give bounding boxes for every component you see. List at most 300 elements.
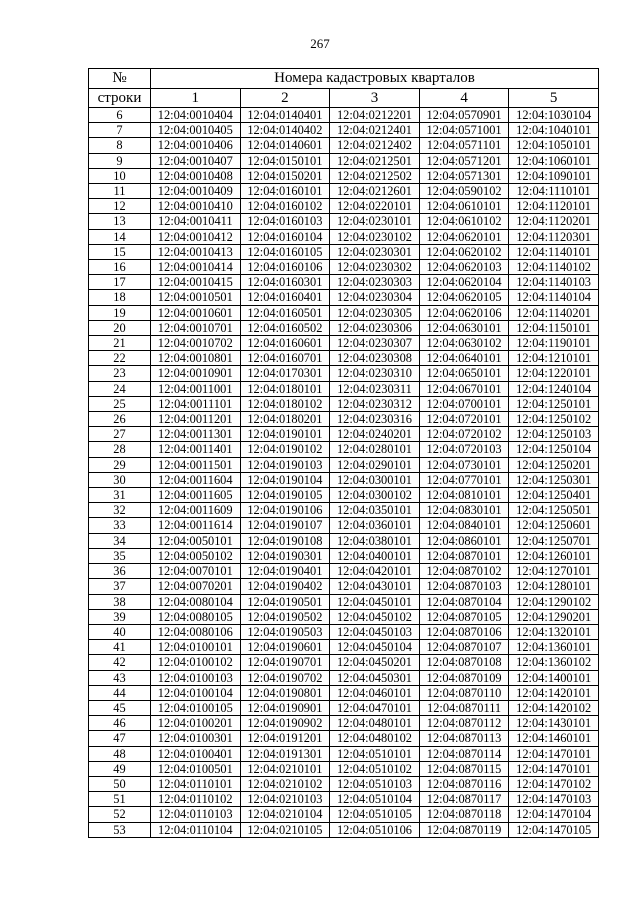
cadastral-number-cell: 12:04:0230310 (330, 366, 420, 381)
cadastral-number-cell: 12:04:0191201 (240, 731, 330, 746)
table-row (89, 123, 599, 138)
cadastral-number-cell: 12:04:0480102 (330, 731, 420, 746)
cadastral-number-cell: 12:04:0870103 (419, 579, 509, 594)
row-number-cell: 12 (89, 199, 151, 214)
row-number-cell: 44 (89, 685, 151, 700)
cadastral-number-cell: 12:04:0700101 (419, 396, 509, 411)
cadastral-number-cell: 12:04:0730101 (419, 457, 509, 472)
row-number-cell: 26 (89, 412, 151, 427)
row-number-cell: 6 (89, 108, 151, 123)
cadastral-number-cell: 12:04:0010701 (151, 320, 241, 335)
row-number-cell: 38 (89, 594, 151, 609)
cadastral-number-cell: 12:04:0110103 (151, 807, 241, 822)
cadastral-number-cell: 12:04:0210104 (240, 807, 330, 822)
cadastral-number-cell: 12:04:0180201 (240, 412, 330, 427)
cadastral-number-cell: 12:04:0350101 (330, 503, 420, 518)
cadastral-number-cell: 12:04:0011614 (151, 518, 241, 533)
cadastral-number-cell: 12:04:0010414 (151, 260, 241, 275)
cadastral-number-cell: 12:04:0640101 (419, 351, 509, 366)
cadastral-number-cell: 12:04:0212601 (330, 184, 420, 199)
cadastral-number-cell: 12:04:0140402 (240, 123, 330, 138)
cadastral-number-cell: 12:04:0470101 (330, 700, 420, 715)
cadastral-number-cell: 12:04:0010415 (151, 275, 241, 290)
cadastral-number-cell: 12:04:0190502 (240, 609, 330, 624)
row-number-cell: 30 (89, 472, 151, 487)
cadastral-number-cell: 12:04:0140401 (240, 108, 330, 123)
cadastral-number-cell: 12:04:0720103 (419, 442, 509, 457)
table-row (89, 624, 599, 639)
row-number-cell: 37 (89, 579, 151, 594)
cadastral-number-cell: 12:04:0420101 (330, 564, 420, 579)
table-row (89, 594, 599, 609)
cadastral-number-cell: 12:04:0190107 (240, 518, 330, 533)
cadastral-number-cell: 12:04:0510101 (330, 746, 420, 761)
cadastral-number-cell: 12:04:0160103 (240, 214, 330, 229)
cadastral-number-cell: 12:04:0770101 (419, 472, 509, 487)
row-number-cell: 52 (89, 807, 151, 822)
cadastral-number-cell: 12:04:1460101 (509, 731, 599, 746)
cadastral-number-cell: 12:04:1420101 (509, 685, 599, 700)
row-number-cell: 48 (89, 746, 151, 761)
cadastral-number-cell: 12:04:0210105 (240, 822, 330, 837)
cadastral-number-cell: 12:04:0870113 (419, 731, 509, 746)
row-number-cell: 33 (89, 518, 151, 533)
cadastral-number-cell: 12:04:1320101 (509, 624, 599, 639)
cadastral-number-cell: 12:04:0870106 (419, 624, 509, 639)
cadastral-number-cell: 12:04:0190102 (240, 442, 330, 457)
cadastral-number-cell: 12:04:1360102 (509, 655, 599, 670)
cadastral-number-cell: 12:04:0590102 (419, 184, 509, 199)
row-number-cell: 53 (89, 822, 151, 837)
row-number-cell: 39 (89, 609, 151, 624)
cadastral-number-cell: 12:04:0212201 (330, 108, 420, 123)
row-number-cell: 9 (89, 153, 151, 168)
cadastral-number-cell: 12:04:0870108 (419, 655, 509, 670)
cadastral-number-cell: 12:04:0571001 (419, 123, 509, 138)
cadastral-number-cell: 12:04:0510103 (330, 776, 420, 791)
cadastral-number-cell: 12:04:0450104 (330, 640, 420, 655)
cadastral-number-cell: 12:04:1250201 (509, 457, 599, 472)
row-number-cell: 51 (89, 792, 151, 807)
cadastral-number-cell: 12:04:0080104 (151, 594, 241, 609)
cadastral-number-cell: 12:04:1470103 (509, 792, 599, 807)
cadastral-number-cell: 12:04:0190501 (240, 594, 330, 609)
cadastral-number-cell: 12:04:0010407 (151, 153, 241, 168)
cadastral-number-cell: 12:04:0160401 (240, 290, 330, 305)
cadastral-number-cell: 12:04:0510102 (330, 761, 420, 776)
cadastral-number-cell: 12:04:0011201 (151, 412, 241, 427)
table-row (89, 548, 599, 563)
cadastral-number-cell: 12:04:0160104 (240, 229, 330, 244)
row-number-cell: 27 (89, 427, 151, 442)
cadastral-number-cell: 12:04:0180101 (240, 381, 330, 396)
row-number-cell: 25 (89, 396, 151, 411)
table-row (89, 533, 599, 548)
table-row (89, 807, 599, 822)
row-number-cell: 11 (89, 184, 151, 199)
cadastral-number-cell: 12:04:0011001 (151, 381, 241, 396)
cadastral-number-cell: 12:04:0620106 (419, 305, 509, 320)
cadastral-number-cell: 12:04:1240104 (509, 381, 599, 396)
cadastral-number-cell: 12:04:1250501 (509, 503, 599, 518)
cadastral-number-cell: 12:04:0300102 (330, 488, 420, 503)
cadastral-number-cell: 12:04:0230306 (330, 320, 420, 335)
cadastral-number-cell: 12:04:0620101 (419, 229, 509, 244)
cadastral-number-cell: 12:04:1210101 (509, 351, 599, 366)
table-row (89, 640, 599, 655)
cadastral-number-cell: 12:04:1250701 (509, 533, 599, 548)
cadastral-number-cell: 12:04:0190402 (240, 579, 330, 594)
cadastral-number-cell: 12:04:0010702 (151, 336, 241, 351)
cadastral-number-cell: 12:04:0230304 (330, 290, 420, 305)
row-number-cell: 28 (89, 442, 151, 457)
row-number-cell: 45 (89, 700, 151, 715)
cadastral-number-cell: 12:04:0190801 (240, 685, 330, 700)
cadastral-number-cell: 12:04:0150201 (240, 168, 330, 183)
table-row (89, 731, 599, 746)
cadastral-number-cell: 12:04:1150101 (509, 320, 599, 335)
cadastral-number-cell: 12:04:0100102 (151, 655, 241, 670)
row-number-cell: 22 (89, 351, 151, 366)
cadastral-number-cell: 12:04:0210101 (240, 761, 330, 776)
row-number-cell: 13 (89, 214, 151, 229)
row-number-cell: 46 (89, 716, 151, 731)
table-row (89, 518, 599, 533)
cadastral-number-cell: 12:04:0870117 (419, 792, 509, 807)
cadastral-number-cell: 12:04:1140103 (509, 275, 599, 290)
table-row (89, 366, 599, 381)
cadastral-number-cell: 12:04:0160501 (240, 305, 330, 320)
cadastral-number-cell: 12:04:0870109 (419, 670, 509, 685)
cadastral-number-cell: 12:04:0011101 (151, 396, 241, 411)
cadastral-number-cell: 12:04:0010408 (151, 168, 241, 183)
table-row (89, 503, 599, 518)
cadastral-number-cell: 12:04:0050102 (151, 548, 241, 563)
cadastral-number-cell: 12:04:0870115 (419, 761, 509, 776)
table-body (89, 108, 599, 838)
cadastral-number-cell: 12:04:0100401 (151, 746, 241, 761)
cadastral-number-cell: 12:04:0212502 (330, 168, 420, 183)
cadastral-number-cell: 12:04:0010411 (151, 214, 241, 229)
cadastral-number-cell: 12:04:0230102 (330, 229, 420, 244)
cadastral-number-cell: 12:04:0190104 (240, 472, 330, 487)
table-row (89, 153, 599, 168)
cadastral-number-cell: 12:04:1140201 (509, 305, 599, 320)
row-number-cell: 43 (89, 670, 151, 685)
cadastral-number-cell: 12:04:1250601 (509, 518, 599, 533)
row-number-cell: 32 (89, 503, 151, 518)
cadastral-number-cell: 12:04:1280101 (509, 579, 599, 594)
row-number-cell: 23 (89, 366, 151, 381)
cadastral-number-cell: 12:04:0110101 (151, 776, 241, 791)
cadastral-number-cell: 12:04:0212402 (330, 138, 420, 153)
cadastral-number-cell: 12:04:0010413 (151, 244, 241, 259)
cadastral-number-cell: 12:04:0650101 (419, 366, 509, 381)
cadastral-number-cell: 12:04:0010406 (151, 138, 241, 153)
cadastral-number-cell: 12:04:0070101 (151, 564, 241, 579)
cadastral-number-cell: 12:04:0840101 (419, 518, 509, 533)
cadastral-number-cell: 12:04:0010601 (151, 305, 241, 320)
table-row (89, 305, 599, 320)
table-row (89, 609, 599, 624)
cadastral-number-cell: 12:04:0290101 (330, 457, 420, 472)
cadastral-number-cell: 12:04:0011605 (151, 488, 241, 503)
table-row (89, 792, 599, 807)
cadastral-number-cell: 12:04:0870119 (419, 822, 509, 837)
cadastral-number-cell: 12:04:0460101 (330, 685, 420, 700)
row-number-cell: 14 (89, 229, 151, 244)
cadastral-number-cell: 12:04:0510104 (330, 792, 420, 807)
cadastral-number-cell: 12:04:0570901 (419, 108, 509, 123)
cadastral-number-cell: 12:04:0190108 (240, 533, 330, 548)
cadastral-number-cell: 12:04:0212401 (330, 123, 420, 138)
table-row (89, 199, 599, 214)
cadastral-number-cell: 12:04:0190101 (240, 427, 330, 442)
cadastral-number-cell: 12:04:0190105 (240, 488, 330, 503)
cadastral-number-cell: 12:04:0620105 (419, 290, 509, 305)
cadastral-number-cell: 12:04:0160301 (240, 275, 330, 290)
cadastral-number-cell: 12:04:0510106 (330, 822, 420, 837)
cadastral-number-cell: 12:04:0870101 (419, 548, 509, 563)
cadastral-number-cell: 12:04:0870110 (419, 685, 509, 700)
cadastral-number-cell: 12:04:1470104 (509, 807, 599, 822)
cadastral-number-cell: 12:04:0010409 (151, 184, 241, 199)
cadastral-number-cell: 12:04:0230302 (330, 260, 420, 275)
table-row (89, 138, 599, 153)
table-row (89, 776, 599, 791)
column-header: 1 (151, 89, 241, 108)
cadastral-number-cell: 12:04:1270101 (509, 564, 599, 579)
cadastral-number-cell: 12:04:0450102 (330, 609, 420, 624)
cadastral-number-cell: 12:04:0190106 (240, 503, 330, 518)
table-row (89, 472, 599, 487)
table-row (89, 184, 599, 199)
cadastral-number-cell: 12:04:0190503 (240, 624, 330, 639)
cadastral-number-cell: 12:04:0870107 (419, 640, 509, 655)
cadastral-number-cell: 12:04:0070201 (151, 579, 241, 594)
cadastral-number-cell: 12:04:0110102 (151, 792, 241, 807)
cadastral-number-cell: 12:04:1290102 (509, 594, 599, 609)
cadastral-number-cell: 12:04:0191301 (240, 746, 330, 761)
cadastral-number-cell: 12:04:0230307 (330, 336, 420, 351)
cadastral-number-cell: 12:04:0450301 (330, 670, 420, 685)
cadastral-number-cell: 12:04:0720102 (419, 427, 509, 442)
table-row (89, 351, 599, 366)
row-number-header-bottom: строки (89, 89, 151, 108)
cadastral-number-cell: 12:04:1120301 (509, 229, 599, 244)
table-row (89, 244, 599, 259)
cadastral-number-cell: 12:04:1470102 (509, 776, 599, 791)
table-row (89, 168, 599, 183)
row-number-cell: 16 (89, 260, 151, 275)
cadastral-number-cell: 12:04:0230101 (330, 214, 420, 229)
cadastral-number-cell: 12:04:0010801 (151, 351, 241, 366)
cadastral-number-cell: 12:04:0190901 (240, 700, 330, 715)
row-number-header-top: № (89, 69, 151, 89)
cadastral-number-cell: 12:04:0280101 (330, 442, 420, 457)
row-number-cell: 8 (89, 138, 151, 153)
cadastral-number-cell: 12:04:0010501 (151, 290, 241, 305)
cadastral-number-cell: 12:04:0870111 (419, 700, 509, 715)
cadastral-number-cell: 12:04:0190103 (240, 457, 330, 472)
cadastral-number-cell: 12:04:1050101 (509, 138, 599, 153)
table-row (89, 275, 599, 290)
row-number-cell: 50 (89, 776, 151, 791)
cadastral-number-cell: 12:04:0011501 (151, 457, 241, 472)
cadastral-number-cell: 12:04:0080106 (151, 624, 241, 639)
cadastral-number-cell: 12:04:1090101 (509, 168, 599, 183)
column-header: 5 (509, 89, 599, 108)
row-number-cell: 29 (89, 457, 151, 472)
cadastral-number-cell: 12:04:0190301 (240, 548, 330, 563)
cadastral-number-cell: 12:04:0220101 (330, 199, 420, 214)
cadastral-number-cell: 12:04:1360101 (509, 640, 599, 655)
cadastral-number-cell: 12:04:0230316 (330, 412, 420, 427)
cadastral-number-cell: 12:04:0870116 (419, 776, 509, 791)
cadastral-number-cell: 12:04:0210103 (240, 792, 330, 807)
cadastral-number-cell: 12:04:0160502 (240, 320, 330, 335)
cadastral-number-cell: 12:04:0870105 (419, 609, 509, 624)
row-number-cell: 7 (89, 123, 151, 138)
cadastral-number-cell: 12:04:0010412 (151, 229, 241, 244)
table-row (89, 396, 599, 411)
table-row (89, 685, 599, 700)
table-row (89, 746, 599, 761)
cadastral-number-cell: 12:04:0870102 (419, 564, 509, 579)
cadastral-number-cell: 12:04:1420102 (509, 700, 599, 715)
table-row (89, 488, 599, 503)
cadastral-number-cell: 12:04:1290201 (509, 609, 599, 624)
cadastral-number-cell: 12:04:0230308 (330, 351, 420, 366)
cadastral-number-cell: 12:04:0571301 (419, 168, 509, 183)
cadastral-number-cell: 12:04:0100104 (151, 685, 241, 700)
cadastral-number-cell: 12:04:0360101 (330, 518, 420, 533)
cadastral-number-cell: 12:04:1030104 (509, 108, 599, 123)
cadastral-number-cell: 12:04:0011609 (151, 503, 241, 518)
table-row (89, 442, 599, 457)
cadastral-number-cell: 12:04:0630101 (419, 320, 509, 335)
row-number-cell: 41 (89, 640, 151, 655)
cadastral-number-cell: 12:04:1250401 (509, 488, 599, 503)
row-number-cell: 40 (89, 624, 151, 639)
row-number-cell: 17 (89, 275, 151, 290)
cadastral-number-cell: 12:04:0300101 (330, 472, 420, 487)
cadastral-number-cell: 12:04:1260101 (509, 548, 599, 563)
cadastral-number-cell: 12:04:0450103 (330, 624, 420, 639)
cadastral-number-cell: 12:04:0010901 (151, 366, 241, 381)
cadastral-number-cell: 12:04:0100103 (151, 670, 241, 685)
table-row (89, 716, 599, 731)
cadastral-number-cell: 12:04:0870114 (419, 746, 509, 761)
cadastral-number-cell: 12:04:0160106 (240, 260, 330, 275)
cadastral-number-cell: 12:04:0480101 (330, 716, 420, 731)
cadastral-number-cell: 12:04:0170301 (240, 366, 330, 381)
cadastral-number-cell: 12:04:1140102 (509, 260, 599, 275)
cadastral-number-cell: 12:04:0160701 (240, 351, 330, 366)
column-header: 3 (330, 89, 420, 108)
cadastral-number-cell: 12:04:0110104 (151, 822, 241, 837)
cadastral-number-cell: 12:04:0190702 (240, 670, 330, 685)
cadastral-number-cell: 12:04:1110101 (509, 184, 599, 199)
table-row (89, 336, 599, 351)
cadastral-number-cell: 12:04:1120201 (509, 214, 599, 229)
cadastral-number-cell: 12:04:0190701 (240, 655, 330, 670)
cadastral-number-cell: 12:04:0571101 (419, 138, 509, 153)
cadastral-number-cell: 12:04:0160105 (240, 244, 330, 259)
cadastral-number-cell: 12:04:0620102 (419, 244, 509, 259)
table-row (89, 822, 599, 837)
table-row (89, 670, 599, 685)
cadastral-number-cell: 12:04:1250301 (509, 472, 599, 487)
table-row (89, 457, 599, 472)
cadastral-number-cell: 12:04:0620104 (419, 275, 509, 290)
table-row (89, 761, 599, 776)
cadastral-number-cell: 12:04:0080105 (151, 609, 241, 624)
cadastral-number-cell: 12:04:0212501 (330, 153, 420, 168)
cadastral-number-cell: 12:04:0140601 (240, 138, 330, 153)
cadastral-number-cell: 12:04:0210102 (240, 776, 330, 791)
cadastral-number-cell: 12:04:1400101 (509, 670, 599, 685)
table-row (89, 108, 599, 123)
cadastral-number-cell: 12:04:0380101 (330, 533, 420, 548)
table-row (89, 579, 599, 594)
row-number-cell: 10 (89, 168, 151, 183)
cadastral-number-cell: 12:04:0230303 (330, 275, 420, 290)
row-number-cell: 42 (89, 655, 151, 670)
cadastral-number-cell: 12:04:0160102 (240, 199, 330, 214)
cadastral-number-cell: 12:04:0620103 (419, 260, 509, 275)
cadastral-number-cell: 12:04:0100101 (151, 640, 241, 655)
cadastral-number-cell: 12:04:0571201 (419, 153, 509, 168)
table-row (89, 655, 599, 670)
row-number-cell: 19 (89, 305, 151, 320)
row-number-cell: 36 (89, 564, 151, 579)
cadastral-number-cell: 12:04:0450201 (330, 655, 420, 670)
cadastral-number-cell: 12:04:0230311 (330, 381, 420, 396)
cadastral-number-cell: 12:04:0160601 (240, 336, 330, 351)
cadastral-number-cell: 12:04:0010405 (151, 123, 241, 138)
group-header: Номера кадастровых кварталов (151, 69, 599, 89)
cadastral-number-cell: 12:04:0050101 (151, 533, 241, 548)
cadastral-number-cell: 12:04:0100301 (151, 731, 241, 746)
row-number-cell: 18 (89, 290, 151, 305)
cadastral-number-cell: 12:04:1140104 (509, 290, 599, 305)
cadastral-number-cell: 12:04:0610102 (419, 214, 509, 229)
cadastral-number-cell: 12:04:0510105 (330, 807, 420, 822)
cadastral-number-cell: 12:04:0830101 (419, 503, 509, 518)
cadastral-number-cell: 12:04:0400101 (330, 548, 420, 563)
cadastral-number-cell: 12:04:1470101 (509, 761, 599, 776)
cadastral-number-cell: 12:04:1250101 (509, 396, 599, 411)
cadastral-number-cell: 12:04:0190601 (240, 640, 330, 655)
cadastral-number-cell: 12:04:0011301 (151, 427, 241, 442)
cadastral-number-cell: 12:04:0240201 (330, 427, 420, 442)
cadastral-number-cell: 12:04:1140101 (509, 244, 599, 259)
cadastral-number-cell: 12:04:0011401 (151, 442, 241, 457)
table-row (89, 427, 599, 442)
cadastral-number-cell: 12:04:0610101 (419, 199, 509, 214)
cadastral-number-cell: 12:04:0010410 (151, 199, 241, 214)
table-row (89, 290, 599, 305)
row-number-cell: 20 (89, 320, 151, 335)
cadastral-number-cell: 12:04:1120101 (509, 199, 599, 214)
cadastral-number-cell: 12:04:0190401 (240, 564, 330, 579)
row-number-cell: 34 (89, 533, 151, 548)
cadastral-number-cell: 12:04:0860101 (419, 533, 509, 548)
cadastral-number-cell: 12:04:0810101 (419, 488, 509, 503)
cadastral-number-cell: 12:04:0100501 (151, 761, 241, 776)
cadastral-number-cell: 12:04:0100201 (151, 716, 241, 731)
